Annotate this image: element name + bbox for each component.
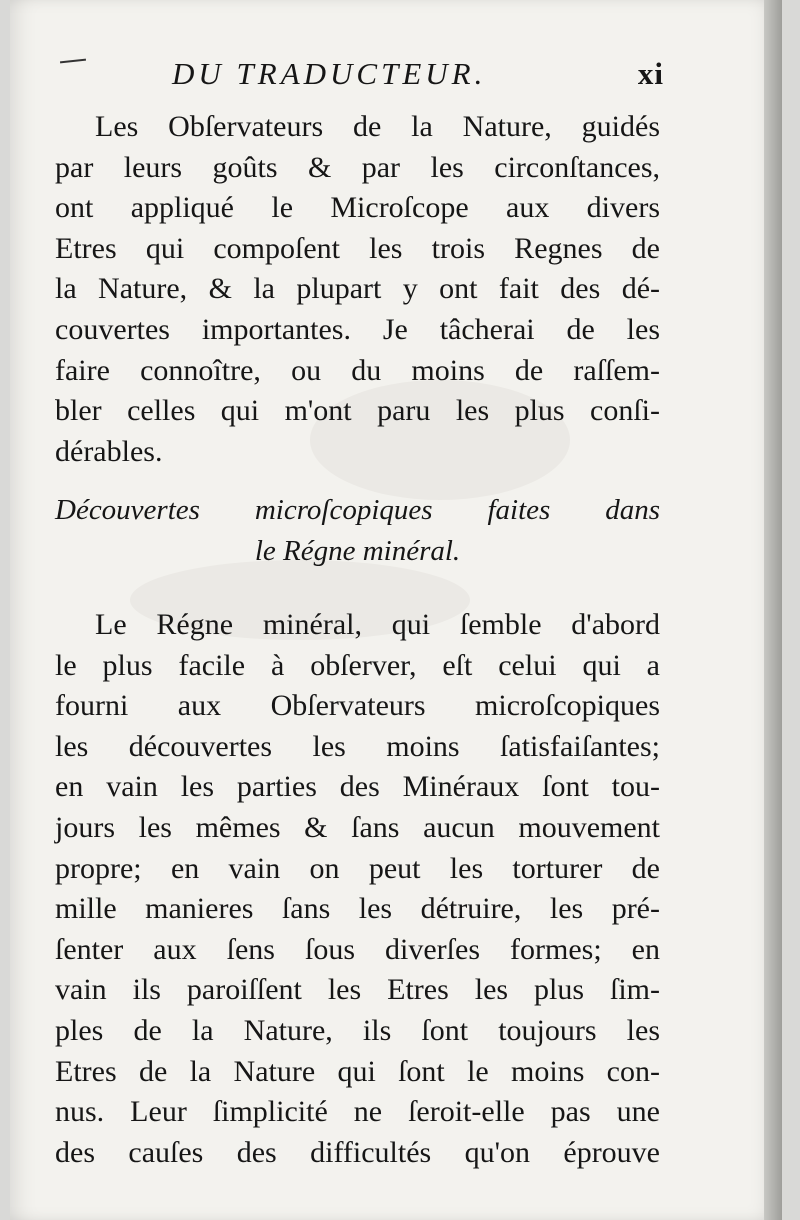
text-line: Le Régne minéral, qui ſemble d'abord [95, 608, 660, 641]
page-number: xi [637, 56, 664, 91]
text-line: les découvertes les moins ſatisfaiſantes; [55, 729, 660, 763]
heading-line: le Régne minéral. [254, 534, 461, 567]
page-edge-shadow [764, 0, 782, 1220]
text-line: Etres de la Nature qui ſont le moins con- [55, 1054, 660, 1088]
text-line: vain ils paroiſſent les Etres les plus ſim- [55, 973, 660, 1007]
text-line: dérables. [55, 434, 163, 468]
section-heading [55, 490, 660, 571]
book-page [10, 0, 782, 1220]
text-line: fourni aux Obſervateurs microſcopiques [55, 689, 660, 723]
text-line: Les Obſervateurs de la Nature, guidés [95, 110, 660, 143]
heading-line: Découvertes microſcopiques faites dans [55, 494, 660, 526]
text-line: nus. Leur ſimplicité ne ſeroit-elle pas une [55, 1095, 660, 1129]
text-line: propre; en vain on peut les torturer de [55, 851, 660, 885]
paragraph-1 [55, 107, 660, 472]
text-line: mille manieres ſans les détruire, les pré- [55, 892, 660, 926]
text-line: par leurs goûts & par les circonſtances, [55, 150, 660, 184]
text-line: faire connoître, ou du moins de raſſem- [55, 353, 660, 387]
running-head: DU TRADUCTEUR. [172, 56, 487, 91]
page-header [54, 52, 664, 96]
text-line: jours les mêmes & ſans aucun mouvement [55, 810, 660, 844]
text-line: ſenter aux ſens ſous diverſes formes; en [55, 932, 660, 966]
text-line: le plus facile à obſerver, eſt celui qui a [55, 648, 660, 682]
text-line: bler celles qui m'ont paru les plus conſi- [55, 394, 660, 428]
paragraph-2 [55, 605, 660, 1173]
margin-mark [60, 59, 86, 64]
text-line: Etres qui compoſent les trois Regnes de [55, 231, 660, 265]
text-line: des cauſes des difficultés qu'on éprouve [55, 1135, 660, 1169]
text-line: ont appliqué le Microſcope aux divers [55, 191, 660, 225]
text-line: ples de la Nature, ils ſont toujours les [55, 1013, 660, 1047]
text-line: en vain les parties des Minéraux ſont tou- [55, 770, 660, 804]
text-line: la Nature, & la plupart y ont fait des dé- [55, 272, 660, 306]
text-line: couvertes importantes. Je tâcherai de les [55, 312, 660, 346]
